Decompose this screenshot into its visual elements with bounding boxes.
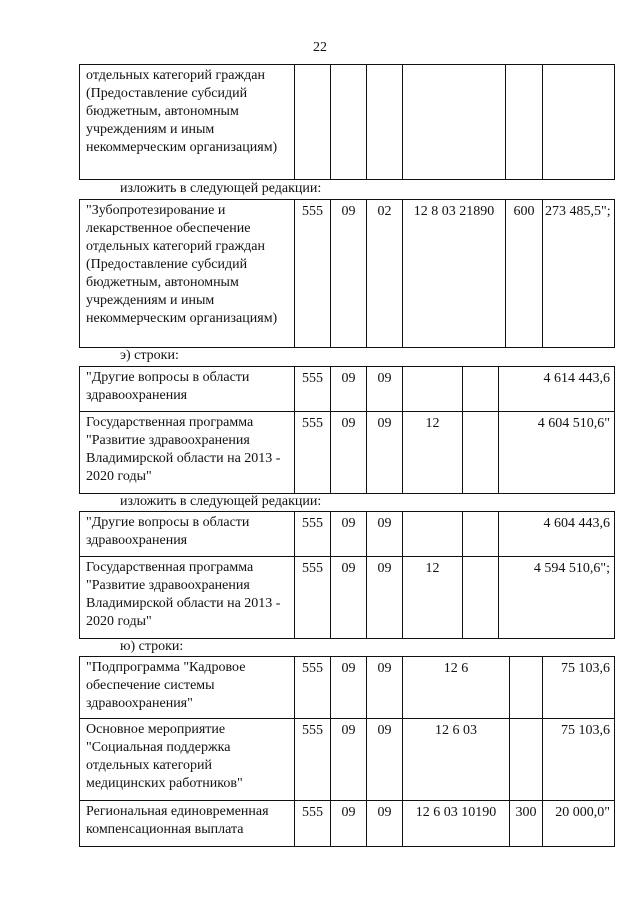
table-row	[80, 367, 615, 412]
edit-note: изложить в следующей редакции:	[120, 494, 322, 509]
row-name: Государственная программа "Развитие здравоохранения Владимирской области на 2013 - 2020 годы"	[80, 412, 295, 494]
row-rz: 09	[331, 200, 367, 348]
row-vr	[463, 367, 499, 412]
row-rz: 09	[331, 719, 367, 801]
row-csr: 12 8 03 21890	[403, 200, 506, 348]
table-row	[80, 412, 615, 494]
row-vr	[463, 412, 499, 494]
page-number: 22	[313, 40, 327, 55]
row-csr	[403, 512, 463, 557]
row-rz: 09	[331, 367, 367, 412]
row-code: 555	[295, 200, 331, 348]
row-rz: 09	[331, 801, 367, 847]
table-row	[80, 657, 615, 719]
row-name: Государственная программа "Развитие здравоохранения Владимирской области на 2013 - 2020 годы"	[80, 557, 295, 639]
row-code: 555	[295, 557, 331, 639]
row-pr: 09	[367, 657, 403, 719]
row-sum: 4 614 443,6	[499, 367, 615, 412]
row-sum: 273 485,5";	[543, 200, 615, 348]
row-csr: 12 6 03 10190	[403, 801, 510, 847]
row-vr: 300	[510, 801, 543, 847]
row-code: 555	[295, 657, 331, 719]
row-code: 555	[295, 512, 331, 557]
row-name: "Подпрограмма "Кадровое обеспечение системы здравоохранения"	[80, 657, 295, 719]
row-sum: 75 103,6	[543, 719, 615, 801]
table-row	[80, 801, 615, 847]
row-pr: 02	[367, 200, 403, 348]
row-pr: 09	[367, 801, 403, 847]
table-row	[80, 719, 615, 801]
row-name: Региональная единовременная компенсационная выплата	[80, 801, 295, 847]
row-vr	[463, 557, 499, 639]
row-name: "Другие вопросы в области здравоохранения	[80, 512, 295, 557]
budget-table-1-new	[79, 199, 615, 348]
edit-note: изложить в следующей редакции:	[120, 181, 322, 196]
row-sum: 20 000,0"	[543, 801, 615, 847]
budget-table-1-old	[79, 64, 615, 180]
row-rz: 09	[331, 557, 367, 639]
section-note: ю) строки:	[120, 639, 184, 654]
row-code: 555	[295, 367, 331, 412]
row-rz	[331, 65, 367, 180]
row-vr	[506, 65, 543, 180]
budget-table-3-old	[79, 656, 615, 847]
row-sum: 75 103,6	[543, 657, 615, 719]
row-rz: 09	[331, 412, 367, 494]
row-pr: 09	[367, 719, 403, 801]
row-csr	[403, 65, 506, 180]
budget-table-2-old	[79, 366, 615, 494]
row-csr: 12	[403, 412, 463, 494]
row-csr	[403, 367, 463, 412]
row-pr	[367, 65, 403, 180]
row-sum	[543, 65, 615, 180]
row-csr: 12	[403, 557, 463, 639]
row-name: "Другие вопросы в области здравоохранения	[80, 367, 295, 412]
row-name: "Зубопротезирование и лекарственное обеспечение отдельных категорий граждан (Предоставление субсидий бюджетным, автономным учреждениям и иным некоммерческим организациям)	[80, 200, 295, 348]
row-code: 555	[295, 801, 331, 847]
row-code	[295, 65, 331, 180]
row-pr: 09	[367, 557, 403, 639]
table-row	[80, 200, 615, 348]
row-pr: 09	[367, 367, 403, 412]
row-sum: 4 594 510,6";	[499, 557, 615, 639]
table-row	[80, 512, 615, 557]
row-sum: 4 604 510,6"	[499, 412, 615, 494]
row-name: Основное мероприятие "Социальная поддержка отдельных категорий медицинских работников"	[80, 719, 295, 801]
row-vr	[510, 719, 543, 801]
section-note: э) строки:	[120, 348, 179, 363]
row-code: 555	[295, 412, 331, 494]
row-code: 555	[295, 719, 331, 801]
table-row	[80, 65, 615, 180]
row-pr: 09	[367, 512, 403, 557]
row-csr: 12 6 03	[403, 719, 510, 801]
row-vr	[463, 512, 499, 557]
table-row	[80, 557, 615, 639]
row-vr	[510, 657, 543, 719]
row-sum: 4 604 443,6	[499, 512, 615, 557]
row-csr: 12 6	[403, 657, 510, 719]
row-vr: 600	[506, 200, 543, 348]
row-rz: 09	[331, 657, 367, 719]
row-name: отдельных категорий граждан (Предоставление субсидий бюджетным, автономным учреждениям и иным некоммерческим организациям)	[80, 65, 295, 180]
row-pr: 09	[367, 412, 403, 494]
row-rz: 09	[331, 512, 367, 557]
budget-table-2-new	[79, 511, 615, 639]
